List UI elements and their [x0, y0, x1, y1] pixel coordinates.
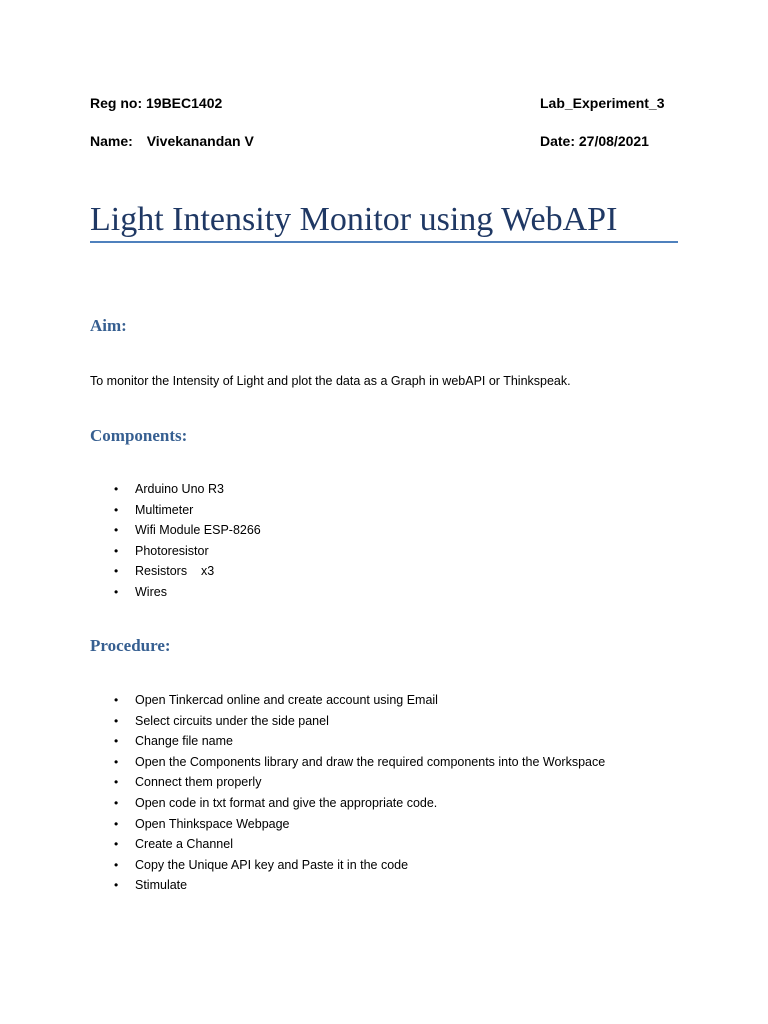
bullet-icon: •: [114, 837, 119, 852]
procedure-step: [90, 793, 605, 814]
bullet-icon: •: [114, 693, 119, 707]
component-item-text: Arduino Uno R3: [135, 482, 224, 496]
procedure-step: [90, 855, 605, 876]
procedure-step: [90, 711, 605, 732]
name-value: Vivekanandan V: [146, 133, 254, 149]
components-list: [90, 479, 261, 603]
procedure-step-text: Open code in txt format and give the appropriate code.: [135, 795, 438, 810]
bullet-icon: •: [114, 816, 119, 831]
component-item: [90, 520, 261, 541]
aim-text: To monitor the Intensity of Light and plot the data as a Graph in webAPI or Thinkspeak.: [90, 374, 571, 388]
procedure-step: [90, 875, 605, 896]
component-item: [90, 561, 261, 582]
component-item-text: Resistors x3: [135, 564, 215, 579]
bullet-icon: •: [114, 564, 119, 579]
components-heading: Components:: [90, 426, 188, 445]
procedure-step-text: Connect them properly: [135, 775, 262, 790]
component-item: [90, 500, 261, 521]
component-item: [90, 582, 261, 603]
procedure-step: [90, 834, 605, 855]
date-label: Date: 27/08/2021: [540, 133, 649, 149]
bullet-icon: •: [114, 502, 119, 517]
bullet-icon: •: [114, 775, 119, 790]
procedure-heading: Procedure:: [90, 636, 171, 655]
page-title: Light Intensity Monitor using WebAPI: [90, 201, 618, 238]
procedure-step-text: Copy the Unique API key and Paste it in the code: [135, 857, 409, 872]
header-row-1: [90, 95, 670, 111]
procedure-step-text: Stimulate: [135, 878, 188, 893]
experiment-label: Lab_Experiment_3: [540, 95, 665, 111]
bullet-icon: •: [114, 878, 119, 893]
procedure-step: [90, 690, 605, 711]
component-item-text: Wifi Module ESP-8266: [135, 523, 261, 538]
bullet-icon: •: [114, 713, 119, 728]
bullet-icon: •: [114, 482, 119, 496]
procedure-step: [90, 814, 605, 835]
reg-no: Reg no: 19BEC1402: [90, 95, 223, 111]
bullet-icon: •: [114, 754, 119, 769]
procedure-list: [90, 690, 605, 896]
component-item-text: Photoresistor: [135, 543, 209, 558]
component-item-text: Multimeter: [135, 502, 194, 517]
procedure-step-text: Open Thinkspace Webpage: [135, 816, 290, 831]
header-row-2: [90, 133, 670, 149]
component-item: [90, 479, 261, 500]
procedure-step-text: Select circuits under the side panel: [135, 713, 329, 728]
title-underline: [90, 241, 678, 243]
bullet-icon: •: [114, 523, 119, 538]
name-label: Name:: [90, 133, 133, 149]
aim-heading: Aim:: [90, 316, 127, 335]
procedure-step: [90, 752, 605, 773]
procedure-step: [90, 731, 605, 752]
bullet-icon: •: [114, 734, 119, 749]
component-item: [90, 541, 261, 562]
component-item-text: Wires: [135, 584, 167, 599]
bullet-icon: •: [114, 857, 119, 872]
procedure-step-text: Change file name: [135, 734, 233, 749]
bullet-icon: •: [114, 584, 119, 599]
procedure-step-text: Open Tinkercad online and create account using Email: [135, 693, 438, 707]
bullet-icon: •: [114, 543, 119, 558]
procedure-step-text: Create a Channel: [135, 837, 233, 852]
procedure-step: [90, 772, 605, 793]
bullet-icon: •: [114, 795, 119, 810]
procedure-step-text: Open the Components library and draw the required components into the Workspace: [135, 754, 606, 769]
